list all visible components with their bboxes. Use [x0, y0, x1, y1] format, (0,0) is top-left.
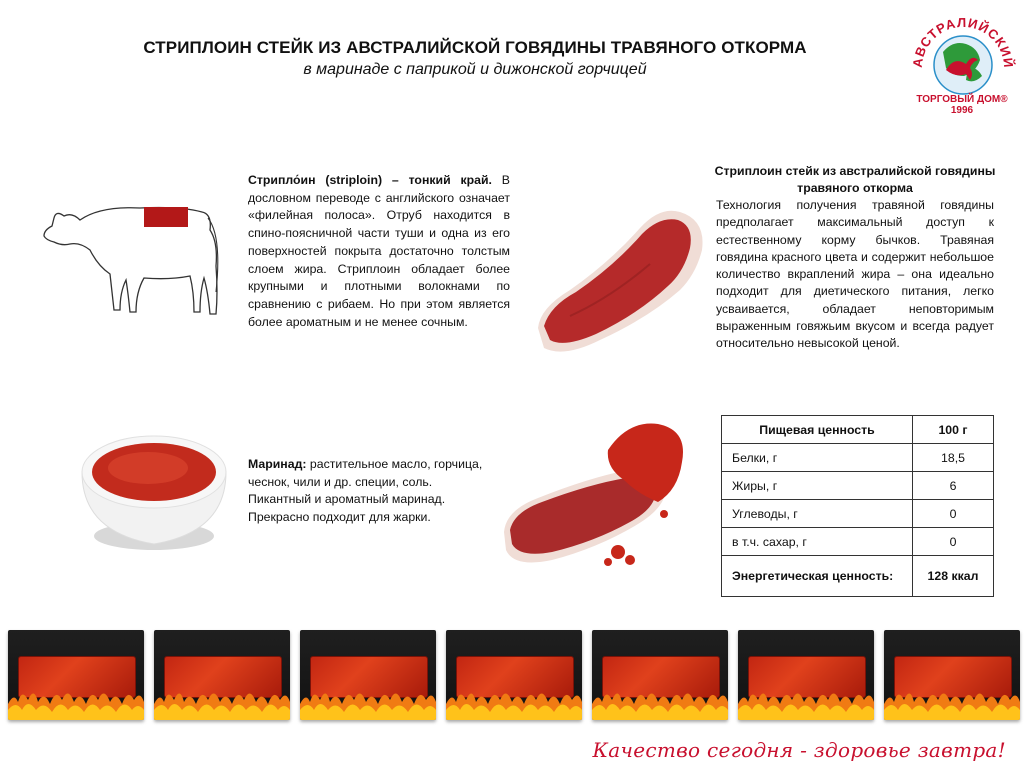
striploin-paragraph [248, 172, 510, 331]
product-package-image [446, 630, 582, 720]
product-package-image [154, 630, 290, 720]
nutrition-header-row [722, 416, 994, 444]
striploin-term: Стрипло́ин (striploin) – тонкий край. [248, 173, 492, 187]
nutrient-name: в т.ч. сахар, г [722, 528, 913, 556]
nutrient-value: 0 [913, 528, 994, 556]
marinade-paragraph [248, 456, 486, 527]
nutrient-name: Жиры, г [722, 472, 913, 500]
product-package-image [884, 630, 1020, 720]
marinade-bowl-image [78, 428, 230, 556]
product-package-image [8, 630, 144, 720]
logo-line2: 1996 [950, 105, 974, 116]
nutrient-value: 0 [913, 500, 994, 528]
marinade-text: растительное масло, горчица, чеснок, чили и др. специи, соль. Пикантный и ароматный маринад. Прекрасно подходит для жарки. [248, 457, 483, 525]
nutrition-header-value: 100 г [913, 416, 994, 444]
cow-diagram [40, 196, 230, 326]
marinade-term: Маринад: [248, 457, 307, 471]
energy-name: Энергетическая ценность: [722, 556, 913, 597]
nutrient-name: Белки, г [722, 444, 913, 472]
product-package-image [738, 630, 874, 720]
description-text: Технология получения травяной говядины предполагает максимальный доступ к естественному корму бычков. Травяная говядина красного цвета и содержит небольшое количество вкраплений жира – она идеально подходит для диетического питания, легко усваивается, обладает неповторимым выраженным говяжьим вкусом и всегда радует относительно невысокой ценой. [716, 198, 994, 351]
flame-graphic [300, 686, 436, 720]
flame-graphic [884, 686, 1020, 720]
flame-graphic [8, 686, 144, 720]
striploin-text: В дословном переводе с английского означает «филейная полоса». Отруб находится в спино-поясничной части туши и одна из его поверхностей покрыта достаточно толстым слоем жира. Стриплоин обладает более крупными и плотными волокнами по сравнению с рибаем. Но при этом является более ароматным и не менее сочным. [248, 173, 510, 329]
nutrient-value: 18,5 [913, 444, 994, 472]
logo-arc-text: АВСТРАЛИЙСКИЙ [909, 14, 1016, 69]
flame-graphic [592, 686, 728, 720]
striploin-highlight [144, 207, 188, 227]
flame-graphic [738, 686, 874, 720]
product-package-image [300, 630, 436, 720]
table-row [722, 500, 994, 528]
table-row [722, 444, 994, 472]
energy-row [722, 556, 994, 597]
product-package-image [592, 630, 728, 720]
raw-steak-image [530, 198, 715, 363]
product-packages [8, 630, 1018, 722]
table-row [722, 472, 994, 500]
description-title: Стриплоин стейк из австралийской говядины травяного откорма [714, 164, 996, 195]
nutrient-value: 6 [913, 472, 994, 500]
table-row [722, 528, 994, 556]
flame-graphic [446, 686, 582, 720]
logo-caption [905, 94, 1019, 116]
page-subtitle: в маринаде с паприкой и дижонской горчицей [303, 61, 647, 78]
footer-slogan: Качество сегодня - здоровье завтра! [592, 738, 1006, 762]
flame-graphic [154, 686, 290, 720]
marinated-steak-image [498, 410, 698, 580]
logo-line1: ТОРГОВЫЙ ДОМ® [916, 94, 1008, 105]
nutrition-table [721, 415, 994, 597]
page-title: СТРИПЛОИН СТЕЙК ИЗ АВСТРАЛИЙСКОЙ ГОВЯДИНЫ ТРАВЯНОГО ОТКОРМА [143, 38, 807, 57]
nutrient-name: Углеводы, г [722, 500, 913, 528]
nutrition-header-name: Пищевая ценность [722, 416, 913, 444]
energy-value: 128 ккал [913, 556, 994, 597]
